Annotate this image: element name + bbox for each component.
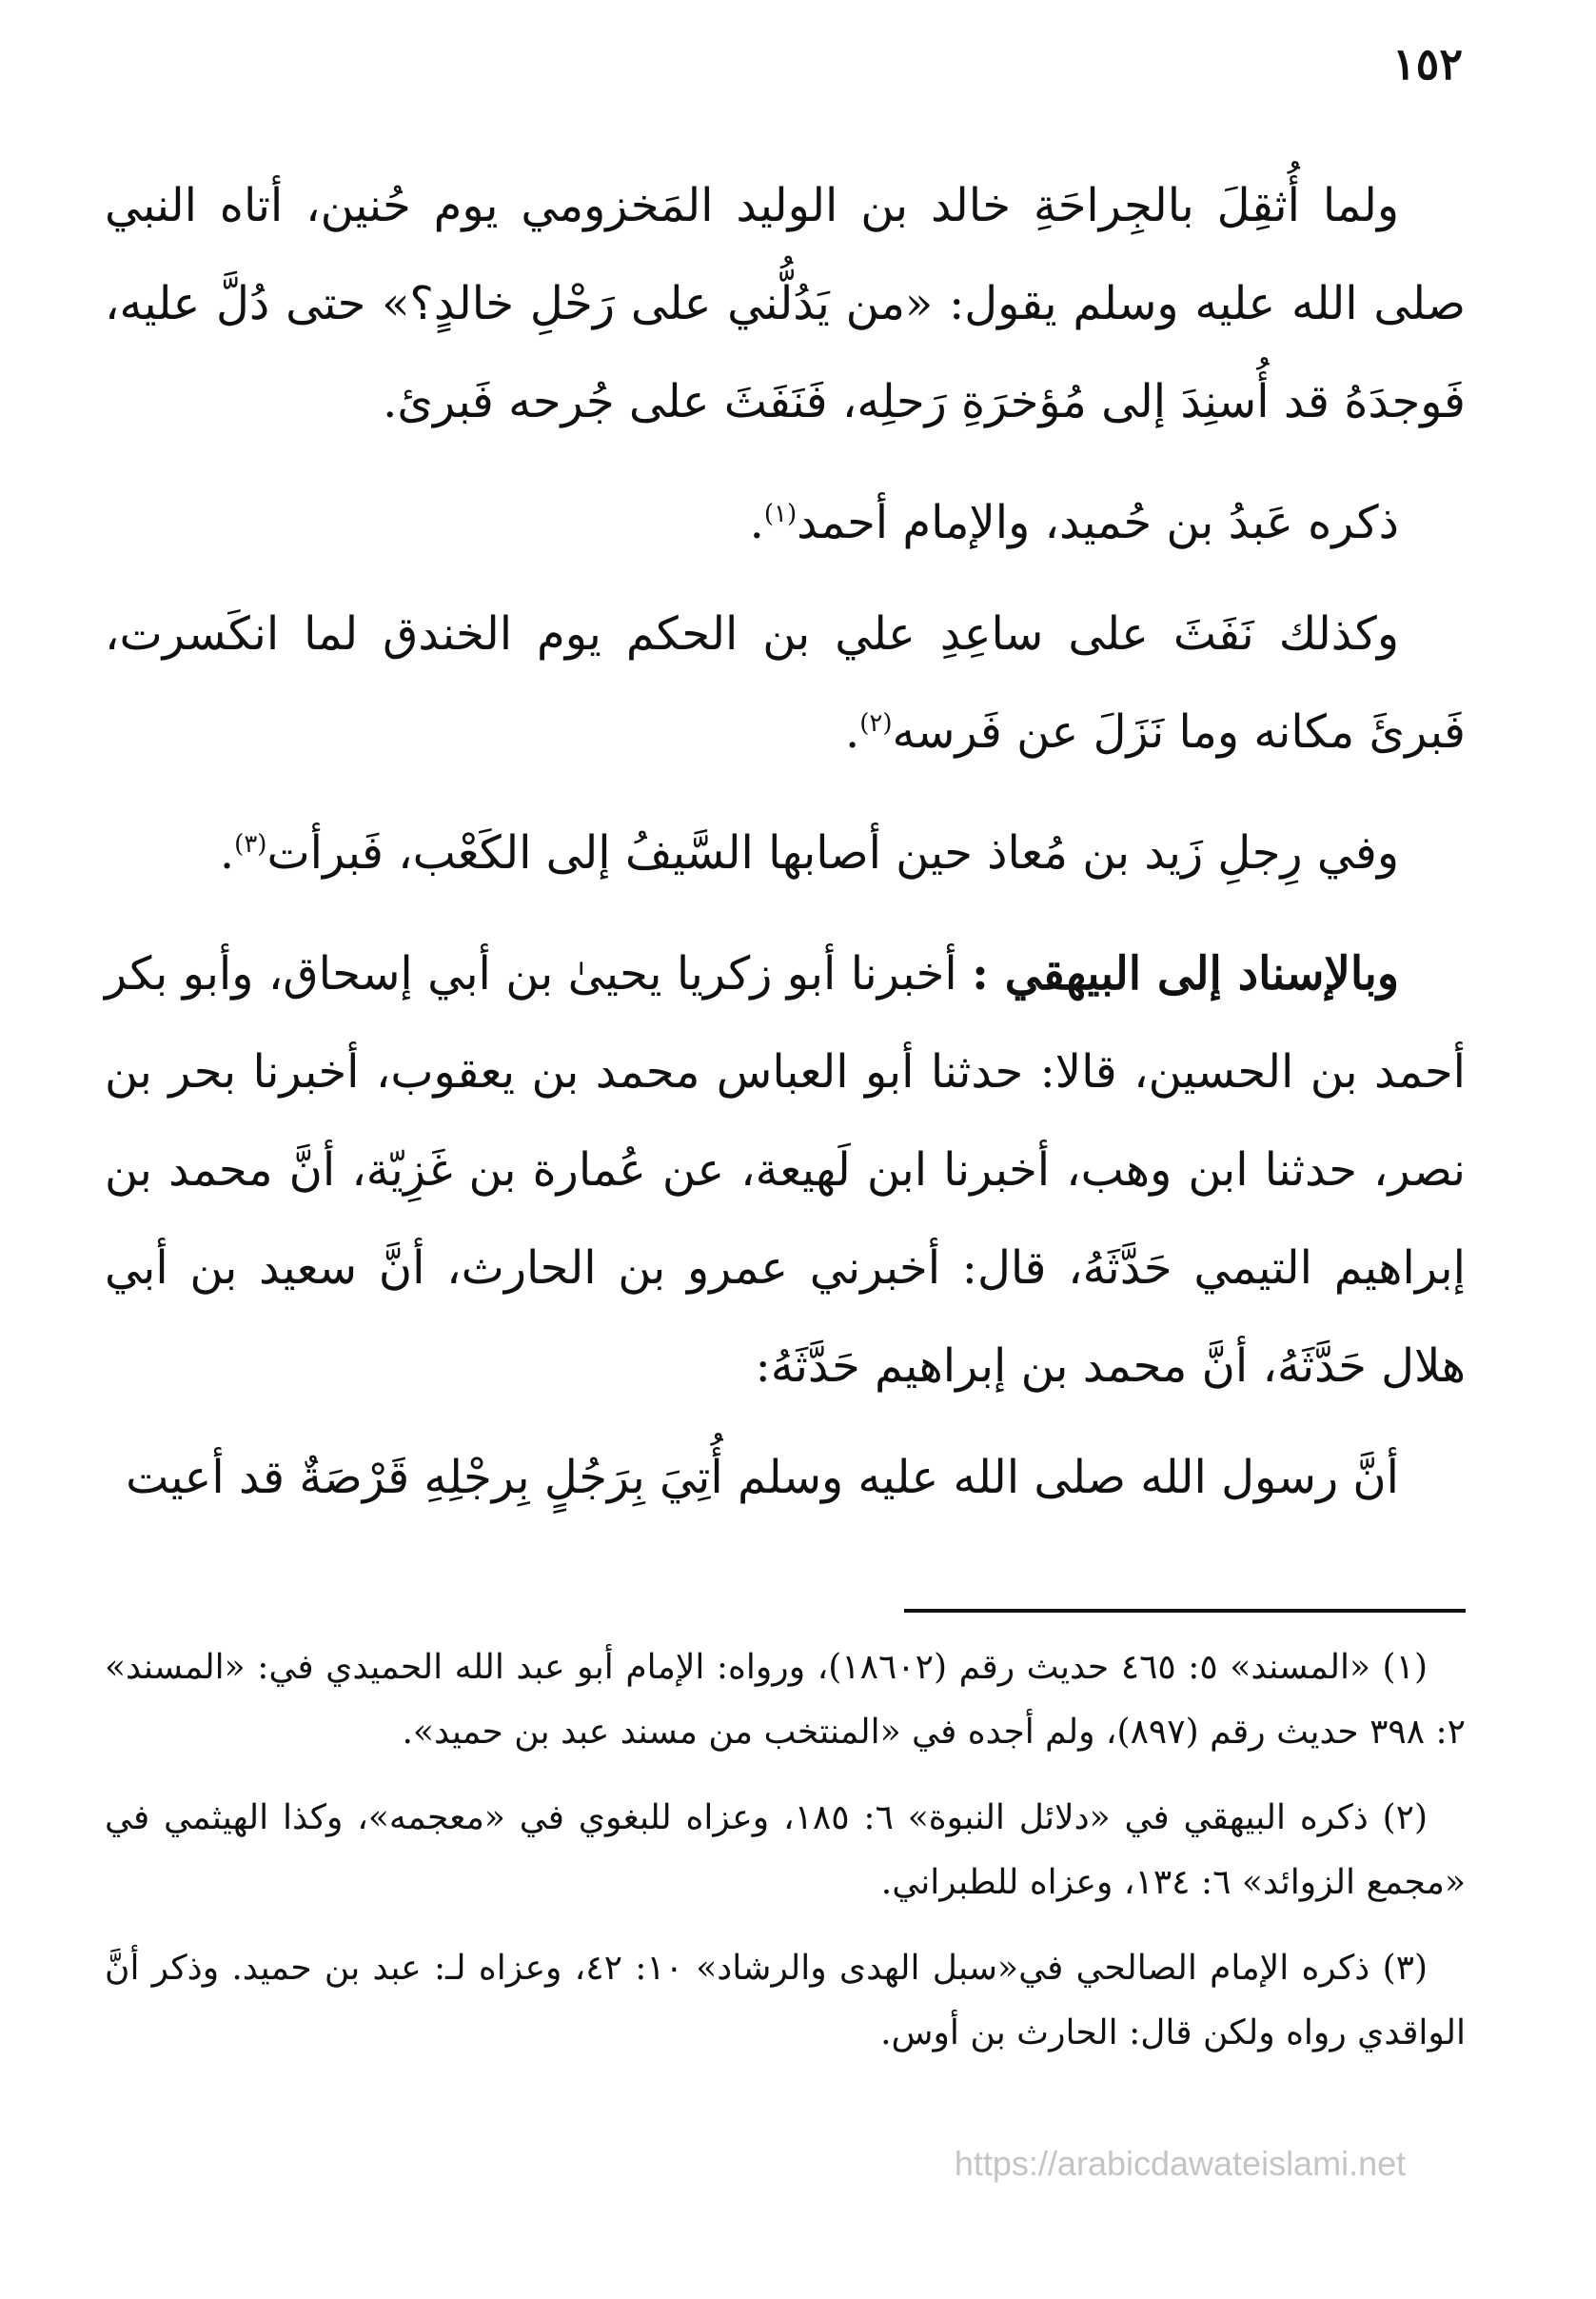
sentence-period: .	[749, 496, 764, 549]
main-text	[105, 157, 1466, 1550]
footnote-ref-1: (١)	[763, 500, 798, 528]
page-number: ١٥٢	[1391, 38, 1464, 89]
isnad-lead: وبالإسناد إلى البيهقي :	[972, 947, 1400, 1001]
footnotes	[105, 1635, 1466, 2087]
footnote-ref-2: (٢)	[859, 709, 893, 738]
paragraph-ali-ibn-al-hakam	[105, 585, 1466, 782]
citation-text: ذكره عَبدُ بن حُميد، والإمام أحمد	[797, 496, 1399, 549]
footnote-separator	[904, 1609, 1466, 1613]
ali-text: وكذلك نَفَثَ على ساعِدِ علي بن الحكم يوم الخندق لما انكَسرت، فَبرئَ مكانه وما نَزَلَ عن فَرسه	[105, 607, 1466, 759]
zayd-text: وفي رِجلِ زَيد بن مُعاذ حين أصابها السَّيفُ إلى الكَعْب، فَبرأت	[266, 826, 1399, 880]
isnad-text: أخبرنا أبو زكريا يحيىٰ بن أبي إسحاق، وأبو بكر أحمد بن الحسين، قالا: حدثنا أبو العباس محمد بن يعقوب، أخبرنا بحر بن نصر، حدثنا ابن وهب، أخبرنا ابن لَهيعة، عن عُمارة بن غَزِيّة، أنَّ محمد بن إبراهيم التيمي حَدَّثَهُ، قال: أخبرني عمرو بن الحارث، أنَّ سعيد بن أبي هلال حَدَّثَهُ، أنَّ محمد بن إبراهيم حَدَّثَهُ:	[105, 947, 1467, 1393]
footnote-2: (٢) ذكره البيهقي في «دلائل النبوة» ٦: ١٨٥، وعزاه للبغوي في «معجمه»، وكذا الهيثمي في «مجمع الزوائد» ٦: ١٣٤، وعزاه للطبراني.	[105, 1798, 1466, 1902]
paragraph-isnad	[105, 925, 1466, 1416]
sentence-period: .	[219, 826, 235, 880]
paragraph-citation-1	[105, 474, 1466, 572]
watermark-url: https://arabicdawateislami.net	[954, 2144, 1407, 2183]
paragraph-hadith-start: أنَّ رسول الله صلى الله عليه وسلم أُتِيَ بِرَجُلٍ بِرجْلِهِ قَرْصَةٌ قد أعيت	[126, 1451, 1399, 1504]
footnote-1: (١) «المسند» ٥: ٤٦٥ حديث رقم (١٨٦٠٢)، ورواه: الإمام أبو عبد الله الحميدي في: «المسند» ٢: ٣٩٨ حديث رقم (٨٩٧)، ولم أجده في «المنتخب من مسند عبد بن حميد».	[105, 1648, 1466, 1752]
paragraph-khalid: ولما أُثقِلَ بالجِراحَةِ خالد بن الوليد المَخزومي يوم حُنين، أتاه النبي صلى الله عليه وسلم يقول: «من يَدُلُّني على رَحْلِ خالدٍ؟» حتى دُلَّ عليه، فَوجدَهُ قد أُسنِدَ إلى مُؤخرَةِ رَحلِه، فَنَفَثَ على جُرحه فَبرئ.	[105, 179, 1466, 428]
footnote-3: (٣) ذكره الإمام الصالحي في«سبل الهدى والرشاد» ١٠: ٤٢، وعزاه لـ: عبد بن حميد. وذكر أنَّ الواقدي رواه ولكن قال: الحارث بن أوس.	[105, 1949, 1466, 2052]
sentence-period: .	[844, 705, 860, 759]
paragraph-zayd-ibn-muadh	[105, 804, 1466, 902]
footnote-ref-3: (٣)	[234, 830, 267, 859]
